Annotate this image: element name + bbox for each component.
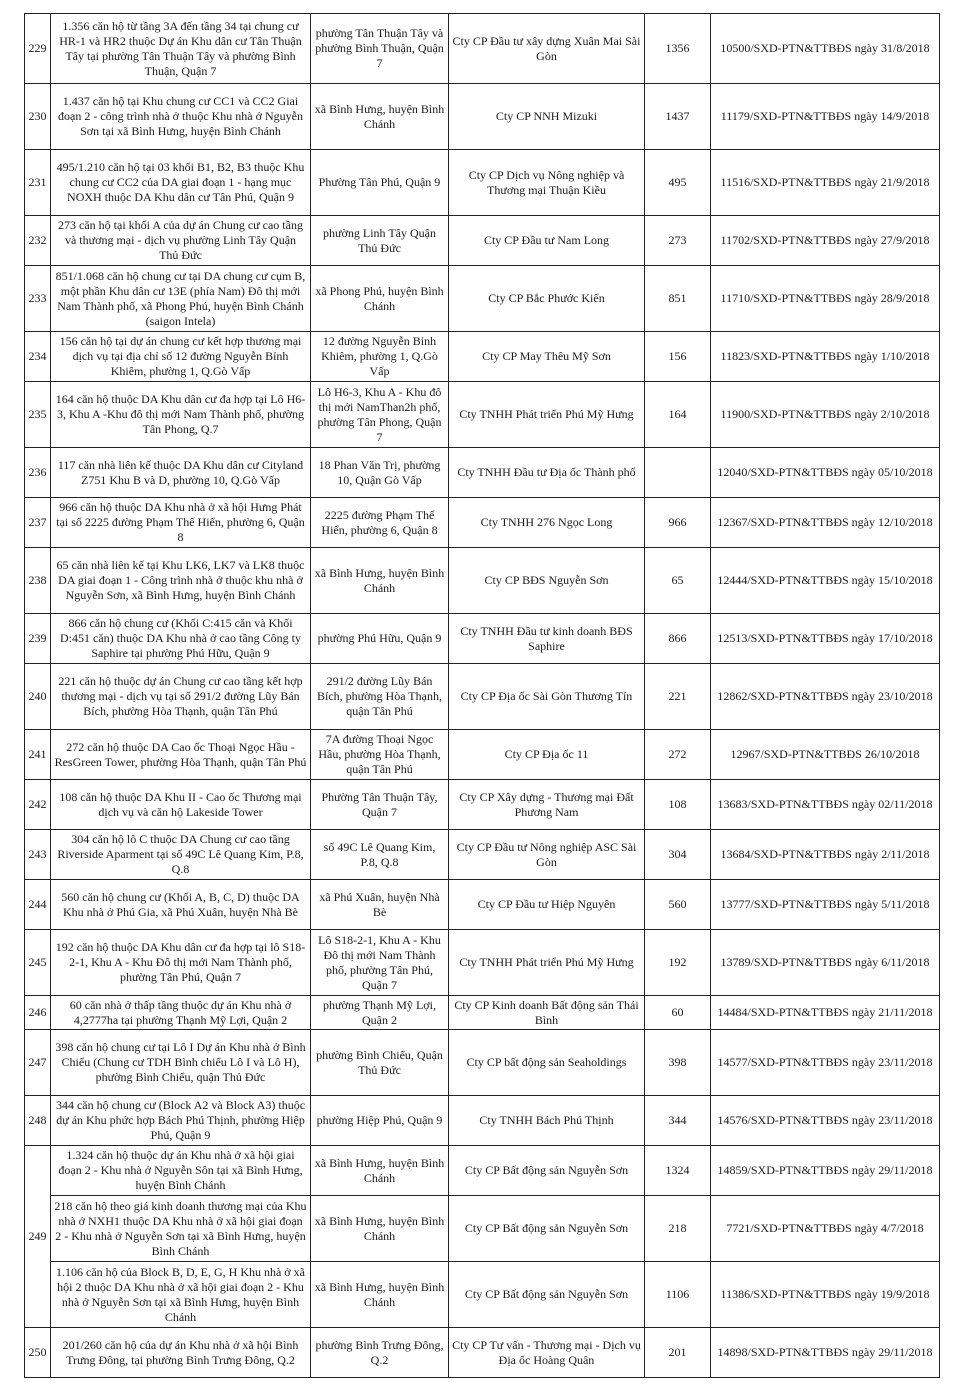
unit-count-cell: 192 xyxy=(645,930,711,996)
location-cell: 2225 đường Phạm Thế Hiển, phường 6, Quận 8 xyxy=(311,498,449,548)
location-cell: Lô S18-2-1, Khu A - Khu Đô thị mới Nam Thành phố, phường Tân Phú, Quận 7 xyxy=(311,930,449,996)
location-cell: phường Bình Chiểu, Quận Thủ Đức xyxy=(311,1030,449,1096)
investor-cell: Cty CP BĐS Nguyễn Sơn xyxy=(449,548,645,614)
document-number-cell: 14577/SXD-PTN&TTBĐS ngày 23/11/2018 xyxy=(711,1030,940,1096)
document-number-cell: 14576/SXD-PTN&TTBĐS ngày 23/11/2018 xyxy=(711,1096,940,1146)
row-number-cell: 230 xyxy=(25,84,51,150)
table-row xyxy=(25,216,940,266)
investor-cell: Cty CP Tư vấn - Thương mại - Dịch vụ Địa ốc Hoàng Quân xyxy=(449,1328,645,1378)
investor-cell: Cty TNHH Phát triển Phú Mỹ Hưng xyxy=(449,382,645,448)
unit-count-cell: 60 xyxy=(645,996,711,1030)
project-table xyxy=(24,13,940,1378)
row-number-cell: 229 xyxy=(25,14,51,84)
project-description-cell: 1.324 căn hộ thuộc dự án Khu nhà ở xã hội giai đoạn 2 - Khu nhà ở Nguyễn Sôn tại xã Bình Hưng, huyện Bình Chánh xyxy=(51,1146,311,1196)
table-row xyxy=(25,1146,940,1196)
row-number-cell: 232 xyxy=(25,216,51,266)
project-description-cell: 273 căn hộ tại khối A của dự án Chung cư cao tầng và thương mại - dịch vụ phường Linh Tây Quận Thủ Đức xyxy=(51,216,311,266)
unit-count-cell: 866 xyxy=(645,614,711,664)
document-number-cell: 12444/SXD-PTN&TTBĐS ngày 15/10/2018 xyxy=(711,548,940,614)
investor-cell: Cty TNHH Phát triển Phú Mỹ Hưng xyxy=(449,930,645,996)
unit-count-cell: 272 xyxy=(645,730,711,780)
unit-count-cell: 1437 xyxy=(645,84,711,150)
location-cell: phường Tân Thuận Tây và phường Bình Thuận, Quận 7 xyxy=(311,14,449,84)
document-number-cell: 13683/SXD-PTN&TTBĐS ngày 02/11/2018 xyxy=(711,780,940,830)
unit-count-cell: 1324 xyxy=(645,1146,711,1196)
investor-cell: Cty CP Bắc Phước Kiển xyxy=(449,266,645,332)
investor-cell: Cty CP Địa ốc 11 xyxy=(449,730,645,780)
unit-count-cell: 495 xyxy=(645,150,711,216)
unit-count-cell: 304 xyxy=(645,830,711,880)
location-cell: Phường Tân Phú, Quận 9 xyxy=(311,150,449,216)
project-description-cell: 192 căn hộ thuộc DA Khu dân cư đa hợp tại lô S18-2-1, Khu A - Khu Đô thị mới Nam Thành phố, phường Tân Phú, Quận 7 xyxy=(51,930,311,996)
table-row xyxy=(25,1030,940,1096)
unit-count-cell xyxy=(645,448,711,498)
table-row xyxy=(25,548,940,614)
unit-count-cell: 560 xyxy=(645,880,711,930)
row-number-cell: 248 xyxy=(25,1096,51,1146)
investor-cell: Cty CP May Thêu Mỹ Sơn xyxy=(449,332,645,382)
row-number-cell: 249 xyxy=(25,1146,51,1328)
table-row xyxy=(25,448,940,498)
location-cell: phường Hiệp Phú, Quận 9 xyxy=(311,1096,449,1146)
investor-cell: Cty CP bất động sản Seaholdings xyxy=(449,1030,645,1096)
unit-count-cell: 966 xyxy=(645,498,711,548)
row-number-cell: 233 xyxy=(25,266,51,332)
document-number-cell: 11386/SXD-PTN&TTBĐS ngày 19/9/2018 xyxy=(711,1262,940,1328)
row-number-cell: 239 xyxy=(25,614,51,664)
row-number-cell: 236 xyxy=(25,448,51,498)
unit-count-cell: 218 xyxy=(645,1196,711,1262)
location-cell: phường Bình Trưng Đông, Q.2 xyxy=(311,1328,449,1378)
row-number-cell: 243 xyxy=(25,830,51,880)
unit-count-cell: 156 xyxy=(645,332,711,382)
document-number-cell: 13777/SXD-PTN&TTBĐS ngày 5/11/2018 xyxy=(711,880,940,930)
investor-cell: Cty CP Kinh doanh Bất động sản Thái Bình xyxy=(449,996,645,1030)
investor-cell: Cty CP Bất động sản Nguyễn Sơn xyxy=(449,1146,645,1196)
table-row xyxy=(25,930,940,996)
project-description-cell: 1.356 căn hộ từ tầng 3A đến tầng 34 tại chung cư HR-1 và HR2 thuộc Dự án Khu dân cư Tân Thuận Tây tại phường Tân Thuận Tây và phường Bình Thuận, Quận 7 xyxy=(51,14,311,84)
location-cell: số 49C Lê Quang Kim, P.8, Q.8 xyxy=(311,830,449,880)
investor-cell: Cty CP Đầu tư Nông nghiệp ASC Sài Gòn xyxy=(449,830,645,880)
document-number-cell: 12040/SXD-PTN&TTBĐS ngày 05/10/2018 xyxy=(711,448,940,498)
document-number-cell: 14898/SXD-PTN&TTBĐS ngày 29/11/2018 xyxy=(711,1328,940,1378)
unit-count-cell: 344 xyxy=(645,1096,711,1146)
document-number-cell: 12862/SXD-PTN&TTBĐS ngày 23/10/2018 xyxy=(711,664,940,730)
unit-count-cell: 65 xyxy=(645,548,711,614)
location-cell: 291/2 đường Lũy Bán Bích, phường Hòa Thạnh, quận Tân Phú xyxy=(311,664,449,730)
location-cell: 7A đường Thoại Ngọc Hầu, phường Hòa Thạnh, quận Tân Phú xyxy=(311,730,449,780)
investor-cell: Cty CP Đầu tư Hiệp Nguyên xyxy=(449,880,645,930)
project-description-cell: 560 căn hộ chung cư (Khối A, B, C, D) thuộc DA Khu nhà ở Phú Gia, xã Phú Xuân, huyện Nhà Bè xyxy=(51,880,311,930)
location-cell: xã Bình Hưng, huyện Bình Chánh xyxy=(311,548,449,614)
location-cell: xã Bình Hưng, huyện Bình Chánh xyxy=(311,1196,449,1262)
investor-cell: Cty TNHH Đầu tư kinh doanh BĐS Saphire xyxy=(449,614,645,664)
location-cell: xã Phong Phú, huyện Bình Chánh xyxy=(311,266,449,332)
table-row xyxy=(25,332,940,382)
location-cell: xã Phú Xuân, huyện Nhà Bè xyxy=(311,880,449,930)
investor-cell: Cty CP Bất động sản Nguyễn Sơn xyxy=(449,1262,645,1328)
table-row xyxy=(25,1096,940,1146)
unit-count-cell: 201 xyxy=(645,1328,711,1378)
investor-cell: Cty CP Xây dựng - Thương mại Đất Phương Nam xyxy=(449,780,645,830)
row-number-cell: 235 xyxy=(25,382,51,448)
table-row xyxy=(25,14,940,84)
location-cell: xã Bình Hưng, huyện Bình Chánh xyxy=(311,1262,449,1328)
project-description-cell: 65 căn nhà liên kế tại Khu LK6, LK7 và LK8 thuộc DA giai đoạn 1 - Công trình nhà ở thuộc khu nhà ở Nguyễn Sơn, xã Bình Hưng, huyện Bình Chánh xyxy=(51,548,311,614)
table-row xyxy=(25,1328,940,1378)
row-number-cell: 250 xyxy=(25,1328,51,1378)
document-number-cell: 13789/SXD-PTN&TTBĐS ngày 6/11/2018 xyxy=(711,930,940,996)
document-number-cell: 11702/SXD-PTN&TTBĐS ngày 27/9/2018 xyxy=(711,216,940,266)
location-cell: phường Thạnh Mỹ Lợi, Quận 2 xyxy=(311,996,449,1030)
location-cell: xã Bình Hưng, huyện Bình Chánh xyxy=(311,1146,449,1196)
row-number-cell: 245 xyxy=(25,930,51,996)
unit-count-cell: 221 xyxy=(645,664,711,730)
document-number-cell: 13684/SXD-PTN&TTBĐS ngày 2/11/2018 xyxy=(711,830,940,880)
row-number-cell: 242 xyxy=(25,780,51,830)
project-description-cell: 272 căn hộ thuộc DA Cao ốc Thoại Ngọc Hầu - ResGreen Tower, phường Hòa Thạnh, quận Tân Phú xyxy=(51,730,311,780)
row-number-cell: 237 xyxy=(25,498,51,548)
project-description-cell: 221 căn hộ thuộc dự án Chung cư cao tầng kết hợp thương mại - dịch vụ tại số 291/2 đường Lũy Bán Bích, phường Hòa Thạnh, quận Tân Phú xyxy=(51,664,311,730)
table-row xyxy=(25,266,940,332)
row-number-cell: 246 xyxy=(25,996,51,1030)
project-description-cell: 1.437 căn hộ tại Khu chung cư CC1 và CC2 Giai đoạn 2 - công trình nhà ở thuộc Khu nhà ở Nguyễn Sơn tại xã Bình Hưng, huyện Bình Chánh xyxy=(51,84,311,150)
table-row xyxy=(25,84,940,150)
project-description-cell: 398 căn hộ chung cư tại Lô I Dự án Khu nhà ở Bình Chiểu (Chung cư TDH Bình chiểu Lô I và Lô H), phường Bình Chiểu, quận Thủ Đức xyxy=(51,1030,311,1096)
document-number-cell: 11710/SXD-PTN&TTBĐS ngày 28/9/2018 xyxy=(711,266,940,332)
project-description-cell: 164 căn hộ thuộc DA Khu dân cư đa hợp tại Lô H6-3, Khu A -Khu đô thị mới Nam Thành phố, phường Tân Phong, Q.7 xyxy=(51,382,311,448)
table-row xyxy=(25,498,940,548)
project-description-cell: 304 căn hộ lô C thuộc DA Chung cư cao tầng Riverside Aparment tại số 49C Lê Quang Kim, P.8, Q.8 xyxy=(51,830,311,880)
row-number-cell: 241 xyxy=(25,730,51,780)
project-description-cell: 344 căn hộ chung cư (Block A2 và Block A3) thuộc dự án Khu phức hợp Bách Phú Thịnh, phường Hiệp Phú, Quận 9 xyxy=(51,1096,311,1146)
table-row xyxy=(25,996,940,1030)
investor-cell: Cty CP Dịch vụ Nông nghiệp và Thương mại Thuận Kiều xyxy=(449,150,645,216)
investor-cell: Cty CP Đầu tư Nam Long xyxy=(449,216,645,266)
project-description-cell: 218 căn hộ theo giá kinh doanh thương mại của Khu nhà ở NXH1 thuộc DA Khu nhà ở xã hội giai đoạn 2 - Khu nhà ở Nguyễn Sơn tại xã Bình Hưng, huyện Bình Chánh xyxy=(51,1196,311,1262)
document-number-cell: 14484/SXD-PTN&TTBĐS ngày 21/11/2018 xyxy=(711,996,940,1030)
investor-cell: Cty CP Địa ốc Sài Gòn Thương Tín xyxy=(449,664,645,730)
investor-cell: Cty TNHH Bách Phú Thịnh xyxy=(449,1096,645,1146)
project-description-cell: 1.106 căn hộ của Block B, D, E, G, H Khu nhà ở xã hội 2 thuộc DA Khu nhà ở xã hội giai đoạn 2 - Khu nhà ở Nguyễn Sơn tại xã Bình Hưng, huyện Bình Chánh xyxy=(51,1262,311,1328)
table-row xyxy=(25,780,940,830)
row-number-cell: 234 xyxy=(25,332,51,382)
project-description-cell: 966 căn hộ thuộc DA Khu nhà ở xã hội Hưng Phát tại số 2225 đường Phạm Thế Hiển, phường 6, Quận 8 xyxy=(51,498,311,548)
investor-cell: Cty TNHH 276 Ngọc Long xyxy=(449,498,645,548)
table-body xyxy=(25,14,940,1378)
location-cell: xã Bình Hưng, huyện Bình Chánh xyxy=(311,84,449,150)
row-number-cell: 247 xyxy=(25,1030,51,1096)
document-number-cell: 12967/SXD-PTN&TTBĐS 26/10/2018 xyxy=(711,730,940,780)
project-description-cell: 866 căn hộ chung cư (Khối C:415 căn và Khối D:451 căn) thuộc DA Khu nhà ở cao tầng Công ty Saphire tại phường Phú Hữu, Quận 9 xyxy=(51,614,311,664)
location-cell: phường Phú Hữu, Quận 9 xyxy=(311,614,449,664)
table-row xyxy=(25,880,940,930)
unit-count-cell: 164 xyxy=(645,382,711,448)
project-description-cell: 108 căn hộ thuộc DA Khu II - Cao ốc Thương mại dịch vụ và căn hộ Lakeside Tower xyxy=(51,780,311,830)
table-row xyxy=(25,382,940,448)
project-description-cell: 117 căn nhà liên kế thuộc DA Khu dân cư Cityland Z751 Khu B và D, phường 10, Q.Gò Vấp xyxy=(51,448,311,498)
document-number-cell: 12367/SXD-PTN&TTBĐS ngày 12/10/2018 xyxy=(711,498,940,548)
unit-count-cell: 1106 xyxy=(645,1262,711,1328)
table-row xyxy=(25,1196,940,1262)
document-number-cell: 11900/SXD-PTN&TTBĐS ngày 2/10/2018 xyxy=(711,382,940,448)
unit-count-cell: 1356 xyxy=(645,14,711,84)
unit-count-cell: 273 xyxy=(645,216,711,266)
table-row xyxy=(25,664,940,730)
location-cell: Lô H6-3, Khu A - Khu đô thị mới NamThan2h phố, phường Tân Phong, Quận 7 xyxy=(311,382,449,448)
location-cell: 12 đường Nguyễn Bỉnh Khiêm, phường 1, Q.Gò Vấp xyxy=(311,332,449,382)
project-description-cell: 60 căn nhà ở thấp tầng thuộc dự án Khu nhà ở 4,2777ha tại phường Thạnh Mỹ Lợi, Quận 2 xyxy=(51,996,311,1030)
table-row xyxy=(25,614,940,664)
document-number-cell: 11823/SXD-PTN&TTBĐS ngày 1/10/2018 xyxy=(711,332,940,382)
row-number-cell: 231 xyxy=(25,150,51,216)
investor-cell: Cty CP Bất động sản Nguyễn Sơn xyxy=(449,1196,645,1262)
document-number-cell: 12513/SXD-PTN&TTBĐS ngày 17/10/2018 xyxy=(711,614,940,664)
project-description-cell: 201/260 căn hộ của dự án Khu nhà ở xã hội Bình Trưng Đông, tại phường Bình Trưng Đông, Q.2 xyxy=(51,1328,311,1378)
project-description-cell: 156 căn hộ tại dự án chung cư kết hợp thương mại dịch vụ tại địa chỉ số 12 đường Nguyễn Bỉnh Khiêm, phường 1, Q.Gò Vấp xyxy=(51,332,311,382)
investor-cell: Cty CP Đầu tư xây dựng Xuân Mai Sài Gòn xyxy=(449,14,645,84)
unit-count-cell: 851 xyxy=(645,266,711,332)
unit-count-cell: 398 xyxy=(645,1030,711,1096)
document-number-cell: 11179/SXD-PTN&TTBĐS ngày 14/9/2018 xyxy=(711,84,940,150)
document-number-cell: 11516/SXD-PTN&TTBĐS ngày 21/9/2018 xyxy=(711,150,940,216)
unit-count-cell: 108 xyxy=(645,780,711,830)
document-number-cell: 10500/SXD-PTN&TTBĐS ngày 31/8/2018 xyxy=(711,14,940,84)
table-row xyxy=(25,1262,940,1328)
document-number-cell: 7721/SXD-PTN&TTBĐS ngày 4/7/2018 xyxy=(711,1196,940,1262)
row-number-cell: 240 xyxy=(25,664,51,730)
table-row xyxy=(25,830,940,880)
investor-cell: Cty CP NNH Mizuki xyxy=(449,84,645,150)
location-cell: Phường Tân Thuận Tây, Quận 7 xyxy=(311,780,449,830)
investor-cell: Cty TNHH Đầu tư Địa ốc Thành phố xyxy=(449,448,645,498)
document-number-cell: 14859/SXD-PTN&TTBĐS ngày 29/11/2018 xyxy=(711,1146,940,1196)
project-description-cell: 495/1.210 căn hộ tại 03 khối B1, B2, B3 thuộc Khu chung cư CC2 của DA giai đoạn 1 - hạng mục NOXH thuộc DA Khu dân cư Tân Phú, Quận 9 xyxy=(51,150,311,216)
table-row xyxy=(25,150,940,216)
location-cell: phường Linh Tây Quận Thủ Đức xyxy=(311,216,449,266)
row-number-cell: 238 xyxy=(25,548,51,614)
row-number-cell: 244 xyxy=(25,880,51,930)
location-cell: 18 Phan Văn Trị, phường 10, Quận Gò Vấp xyxy=(311,448,449,498)
project-description-cell: 851/1.068 căn hộ chung cư tại DA chung cư cụm B, một phần Khu dân cư 13E (phía Nam) Đô thị mới Nam Thành phố, xã Phong Phú, huyện Bình Chánh (saigon Intela) xyxy=(51,266,311,332)
table-row xyxy=(25,730,940,780)
